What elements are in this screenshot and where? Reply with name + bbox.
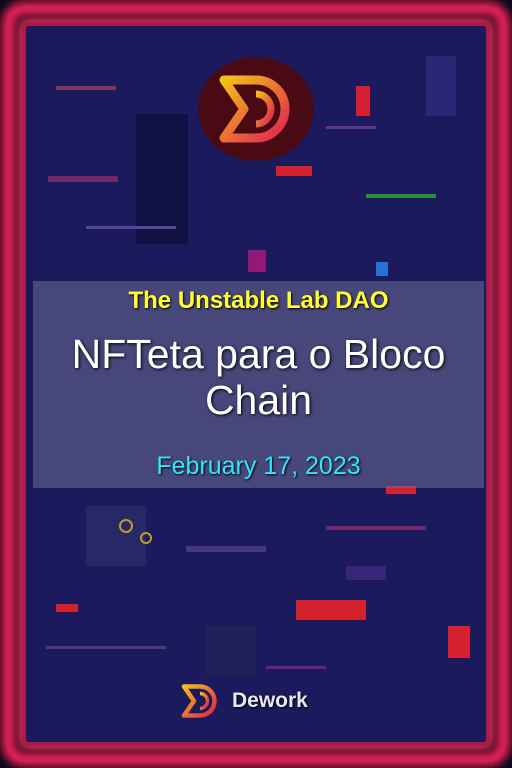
card-date: February 17, 2023: [156, 452, 361, 480]
footer-brand: [180, 683, 308, 719]
dework-logo-icon: [180, 683, 220, 719]
brand-label: Dework: [232, 689, 308, 712]
card-title: NFTeta para o Bloco Chain: [71, 331, 446, 423]
title-banner: [33, 281, 484, 488]
dework-logo-icon: [216, 74, 296, 144]
organization-name: The Unstable Lab DAO: [128, 287, 389, 314]
dework-logo-badge: [198, 57, 314, 161]
